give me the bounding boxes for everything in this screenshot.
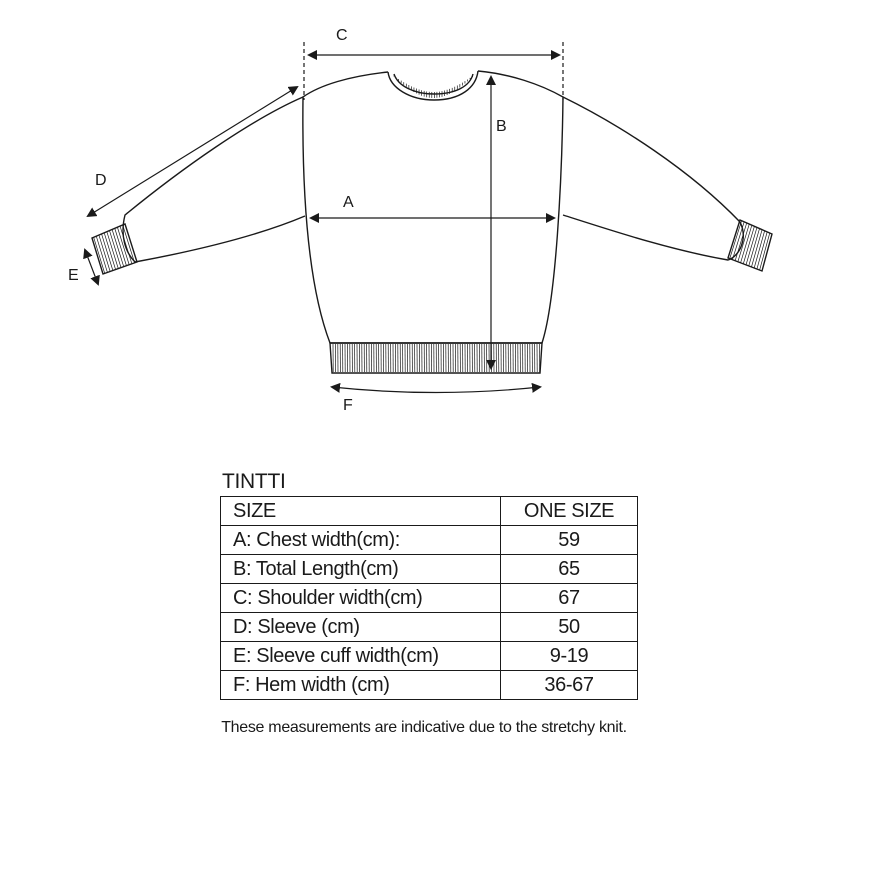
stretch-note: These measurements are indicative due to the stretchy knit. [221,719,627,736]
table-row [221,526,638,555]
table-row [221,584,638,613]
left-sleeve [123,97,305,262]
header-size: SIZE [221,497,501,526]
table-row [221,671,638,700]
row-label: B: Total Length(cm) [221,555,501,584]
row-label: C: Shoulder width(cm) [221,584,501,613]
rib-texture [94,75,770,372]
brand-name: TINTTI [222,470,286,493]
row-label: D: Sleeve (cm) [221,613,501,642]
row-label: F: Hem width (cm) [221,671,501,700]
sweater-outline [92,71,772,373]
sweater-measurement-diagram [0,0,879,440]
row-label: E: Sleeve cuff width(cm) [221,642,501,671]
label-c: C [336,27,348,44]
row-value: 65 [501,555,638,584]
row-value: 50 [501,613,638,642]
label-f: F [343,397,353,414]
label-a: A [343,194,354,211]
dimension-d-arrow [88,87,297,216]
dimension-f-arrow [332,387,540,393]
size-chart-table [220,496,638,700]
label-d: D [95,172,107,189]
row-value: 36-67 [501,671,638,700]
right-cuff [728,220,772,271]
table-row [221,555,638,584]
table-header-row [221,497,638,526]
table-row [221,613,638,642]
header-one-size: ONE SIZE [501,497,638,526]
dimension-e-arrow [85,250,98,284]
table-row [221,642,638,671]
row-value: 59 [501,526,638,555]
row-label: A: Chest width(cm): [221,526,501,555]
label-b: B [496,118,507,135]
label-e: E [68,267,79,284]
row-value: 67 [501,584,638,613]
right-sleeve [563,97,743,260]
sweater-body [303,71,563,343]
row-value: 9-19 [501,642,638,671]
